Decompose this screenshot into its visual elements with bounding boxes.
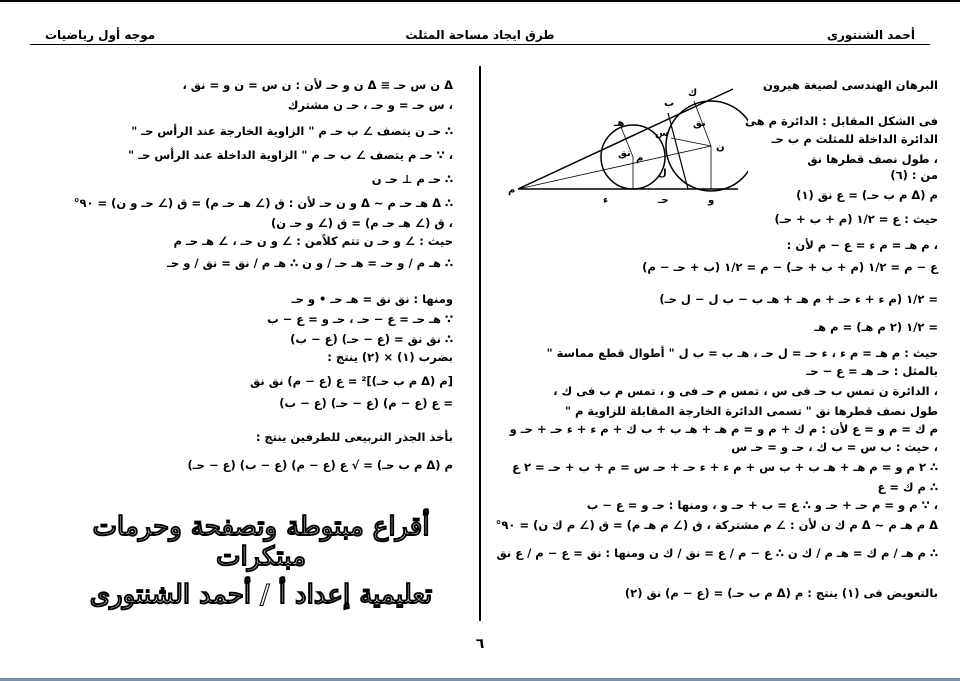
text-line: ∴ نق نق = (ع − حـ) (ع − ب) xyxy=(290,332,453,346)
calligraphy-line-2: تعليمية إعداد أ / أحمد الشنتورى xyxy=(89,580,433,610)
point-label: و xyxy=(708,195,715,206)
point-label: نق xyxy=(618,148,631,159)
text-line: بأخذ الجذر التربيعى للطرفين ينتج : xyxy=(255,430,453,444)
text-line: ∴ م ك = ع xyxy=(877,480,938,494)
text-line: = ١/٢ (٢ م هـ) = م هـ xyxy=(814,320,938,334)
text-line: ∴ ٢ م و = م هـ + هـ ب + ب س + م ء + ء حـ + حـ س = م + ب + حـ = ٢ ع xyxy=(512,460,938,474)
text-line: حيث : م هـ = م ء ، ء حـ = ل حـ ، هـ ب = ب ل " أطوال قطع مماسة " xyxy=(546,346,938,360)
text-line: Δ ن س حـ ≡ Δ ن و حـ لأن : ن س = ن و = نق ، xyxy=(182,78,453,92)
header-title: طرق ايجاد مساحة المثلث xyxy=(405,28,555,42)
text-line: حيث : ع = ١/٢ (م + ب + حـ) xyxy=(774,212,938,226)
text-line: م (Δ م ب حـ) = √ ع (ع − م) (ع − ب) (ع − حـ) xyxy=(187,458,453,472)
text-line: ، م هـ = م ء = ع − م لأن : xyxy=(786,238,938,252)
text-line: الدائرة الداخلة للمثلث م ب حـ xyxy=(771,132,938,146)
page-header xyxy=(30,14,930,45)
point-label: م xyxy=(508,185,516,196)
text-line: ، س حـ = و حـ ، حـ ن مشترك xyxy=(287,98,453,112)
column-divider xyxy=(479,66,481,621)
text-line: ∴ م هـ / م ك = هـ م / ك ن ∴ ع − م / ع = نق / ك ن ومنها : نق = ع − م / ع نق xyxy=(496,546,938,560)
text-line: Δ م هـ م ~ Δ م ك ن لأن : ∠ م مشتركة ، ق (∠ م هـ م) = ق (∠ م ك ن) = ٩٠° xyxy=(495,518,938,532)
point-label: نق xyxy=(693,118,706,129)
point-label: س xyxy=(655,128,669,139)
incircle-excircle-diagram xyxy=(508,86,748,206)
text-line: ، ∵ حـ م يتصف ∠ ب حـ م " الزاوية الداخلة عند الرأس حـ " xyxy=(128,148,453,162)
text-line: م ك = م و = ع لأن : م ك + م و = م هـ + هـ ب + ب ك + م ء + ء حـ + حـ و xyxy=(509,422,938,436)
header-author: أحمد الشنتورى xyxy=(827,28,915,42)
text-line: م (Δ م ب حـ) = ع نق (١) xyxy=(796,188,938,202)
point-label: حـ xyxy=(658,195,669,206)
text-line: [م (Δ م ب حـ)]² = ع (ع − م) نق نق xyxy=(250,374,453,388)
text-line: = ١/٢ (م ء + ء حـ + م هـ + هـ ب − ب ل − ل حـ) xyxy=(659,292,938,306)
text-line: ع − م = ١/٢ (م + ب + حـ) − م = ١/٢ (ب + حـ − م) xyxy=(642,260,938,274)
text-line: ∵ هـ حـ = ع − حـ ، حـ و = ع − ب xyxy=(267,312,453,326)
text-line: طول نصف قطرها نق " تسمى الدائرة الخارجة المقابلة للزاوية م " xyxy=(565,404,938,418)
point-label: ل xyxy=(658,168,667,179)
text-line: فى الشكل المقابل : الدائرة م هى xyxy=(745,114,938,128)
text-line: ∴ هـ م / و حـ = هـ حـ / و ن ∴ هـ م / نق = نق / و حـ xyxy=(166,256,453,270)
text-line: ∴ حـ ن يتصف ∠ ب حـ م " الزاوية الخارجة عند الرأس حـ " xyxy=(131,124,453,138)
text-line: ومنها : نق نق = هـ حـ • و حـ xyxy=(291,292,453,306)
section-title: البرهان الهندسى لصيغة هيرون xyxy=(763,78,938,92)
point-label: ك xyxy=(688,88,698,99)
text-line: = ع (ع − م) (ع − حـ) (ع − ب) xyxy=(279,396,453,410)
text-line: ∴ Δ هـ حـ م ~ Δ و ن حـ لأن : ق (∠ هـ حـ م) = ق (∠ حـ و ن) = ٩٠° xyxy=(73,196,453,210)
text-line: ، الدائرة ن تمس ب حـ فى س ، تمس م حـ فى و ، تمس م ب فى ك ، xyxy=(553,384,938,398)
text-line: ، حيث : ب س = ب ك ، حـ و = حـ س xyxy=(731,440,938,454)
calligraphy-line-1: أقراع مبتوطة وتصفحة وحرمات مبتكرات xyxy=(92,512,430,572)
text-line: بالتعويض فى (١) ينتج : م (Δ م ب حـ) = (ع − م) نق (٢) xyxy=(624,586,938,600)
text-line: ، طول نصف قطرها نق xyxy=(807,152,938,166)
text-line: ، ق (∠ هـ حـ م) = ق (∠ و حـ ن) xyxy=(271,216,453,230)
text-line: من : (٦) xyxy=(890,168,938,182)
page-number: ٦ xyxy=(475,636,485,652)
text-line: حيث : ∠ و حـ ن تتم كلاًمن : ∠ و ن حـ ، ∠ هـ حـ م xyxy=(173,234,453,248)
header-left: موجه أول رياضيات xyxy=(45,28,156,42)
text-line: بالمثل : حـ هـ = ع − حـ xyxy=(806,364,938,378)
point-label: هـ xyxy=(614,118,625,129)
point-label: ن xyxy=(716,142,725,153)
text-line: ، ∵ م و = م حـ + حـ و ∴ ع = ب + حـ و ، ومنها : حـ و = ع − ب xyxy=(586,498,938,512)
radius xyxy=(671,138,711,146)
text-line: بضرب (١) × (٢) ينتج : xyxy=(327,350,453,364)
point-label: م xyxy=(636,153,644,164)
text-line: ∴ حـ م ⊥ حـ ن xyxy=(371,172,453,186)
excircle xyxy=(666,101,748,191)
point-label: ء xyxy=(603,195,609,206)
point-label: ب xyxy=(664,98,675,109)
